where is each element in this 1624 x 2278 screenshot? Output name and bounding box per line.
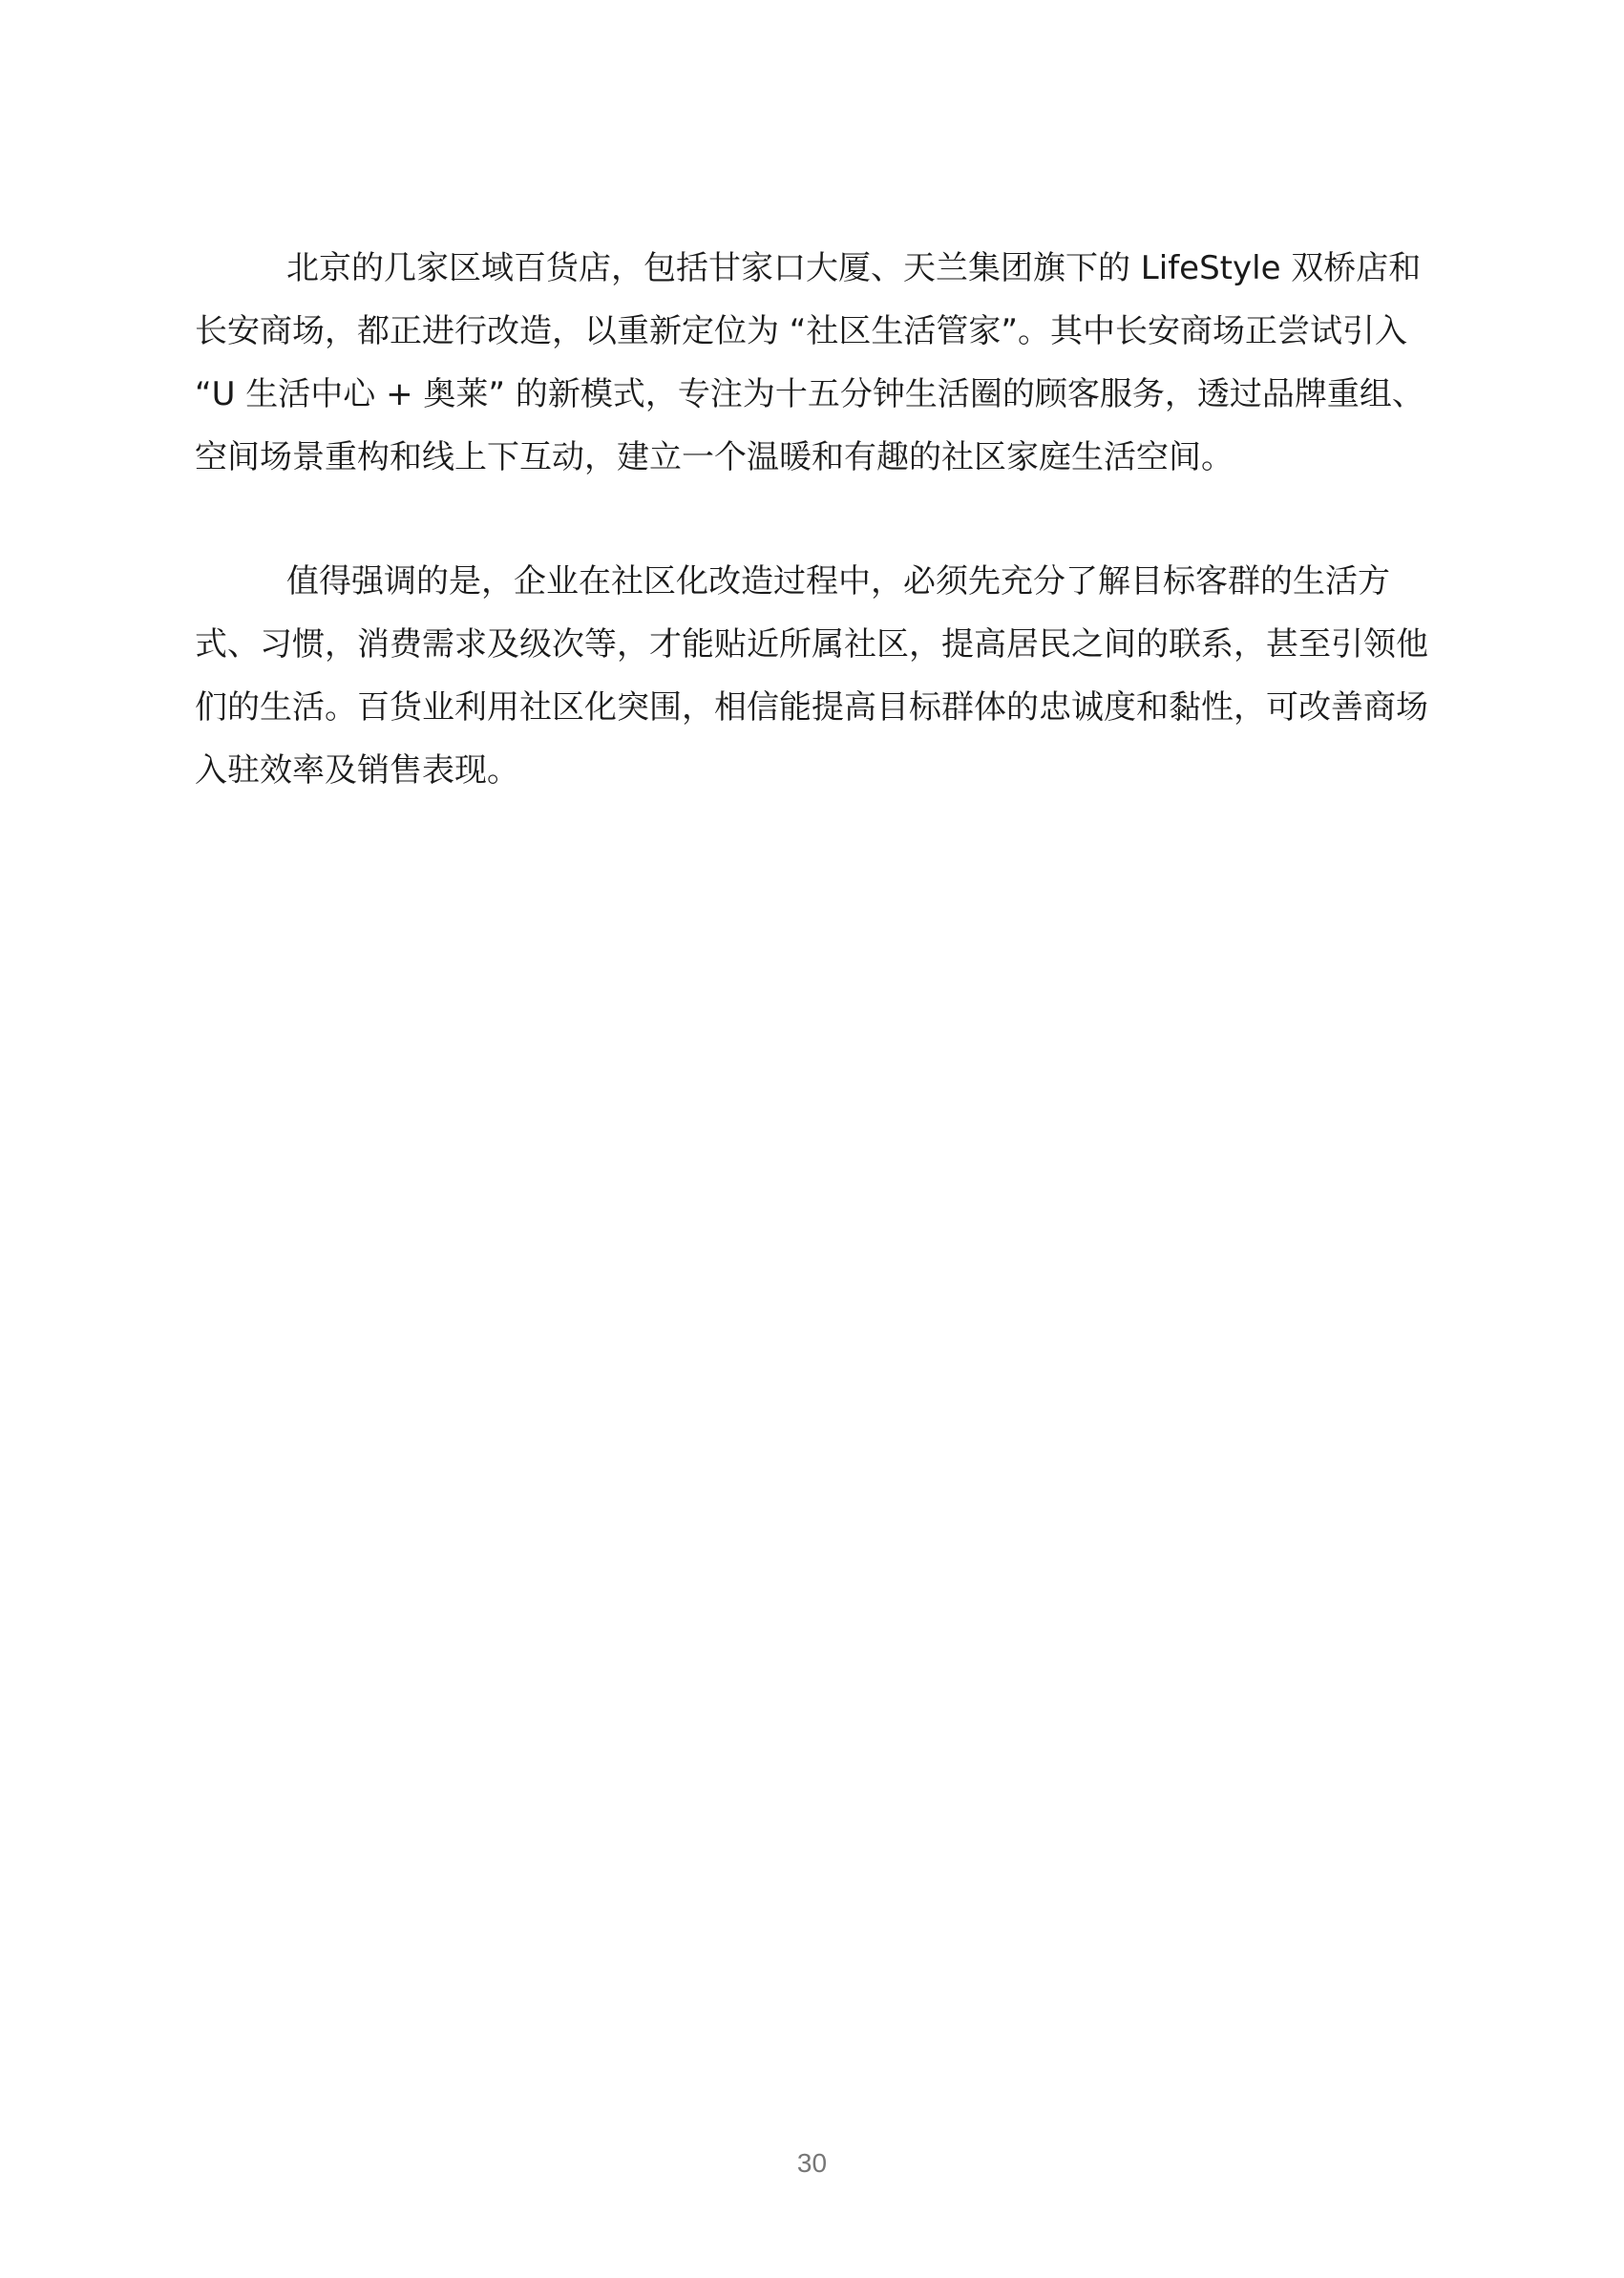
document-body <box>195 237 1445 863</box>
paragraph-community-repositioning: 北京的几家区域百货店，包括甘家口大厦、天兰集团旗下的 LifeStyle 双桥店和长安商场，都正进行改造，以重新定位为 “社区生活管家”。其中长安商场正尝试引入 “U 生活中心 + 奥莱” 的新模式，专注为十五分钟生活圈的顾客服务，透过品牌重组、空间场景重构和线上下互动，建立一个温暖和有趣的社区家庭生活空间。 <box>195 249 1424 476</box>
page-number: 30 <box>796 2148 828 2178</box>
paragraph-customer-insight: 值得强调的是，企业在社区化改造过程中，必须先充分了解目标客群的生活方式、习惯，消费需求及级次等，才能贴近所属社区，提高居民之间的联系，甚至引领他们的生活。百货业利用社区化突围，相信能提高目标群体的忠诚度和黏性，可改善商场入驻效率及销售表现。 <box>195 562 1428 790</box>
